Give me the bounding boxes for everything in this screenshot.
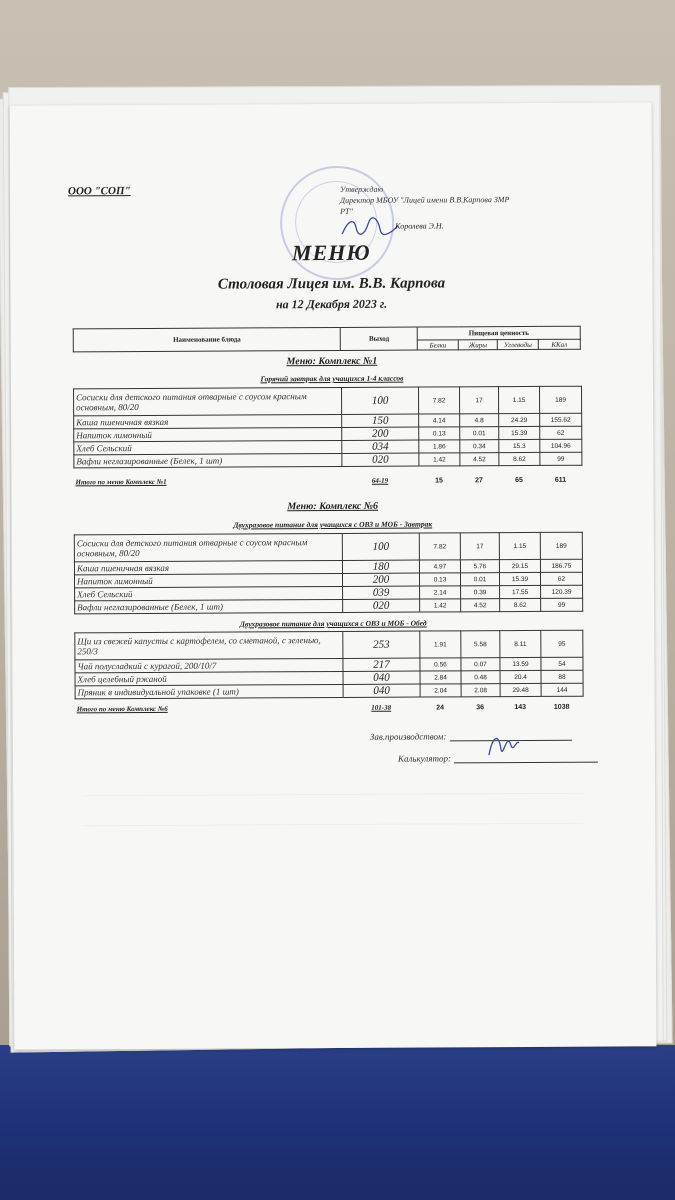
dish-fat: 17 — [460, 387, 499, 414]
dish-fat: 4.52 — [461, 599, 500, 612]
table-row — [74, 452, 582, 468]
dish-protein: 0.56 — [420, 658, 461, 671]
dish-kcal: 62 — [540, 426, 582, 439]
dish-name: Напиток лимонный — [74, 427, 342, 441]
total-weight: 101-38 — [371, 703, 392, 712]
dish-kcal: 104.96 — [540, 439, 582, 452]
complex-6-breakfast-table — [74, 532, 583, 615]
dish-fat: 4.8 — [460, 414, 499, 427]
bleed-through — [83, 793, 583, 797]
dish-name: Хлеб Сельский — [75, 586, 343, 600]
complex-6-breakfast-title: Двухразовое питание для учащихся с ОВЗ и МОБ - Завтрак — [233, 519, 433, 530]
dish-carbs: 15.39 — [499, 426, 540, 439]
total-fat: 36 — [476, 703, 485, 711]
dish-kcal: 144 — [541, 683, 583, 696]
header-weight: Выход — [341, 327, 418, 350]
dish-name: Хлеб целебный ржаной — [75, 671, 343, 685]
dish-weight: 200 — [342, 573, 419, 586]
header-name: Наименование блюда — [73, 327, 340, 351]
dish-name: Каша пшеничная вязкая — [74, 414, 342, 428]
dish-kcal: 186.75 — [540, 559, 582, 572]
dish-name: Хлеб Сельский — [74, 440, 342, 454]
total-kcal: 1038 — [553, 703, 570, 711]
signer-name: Королева Э.Н. — [395, 221, 444, 231]
header-protein: Белки — [417, 340, 458, 350]
page-title: МЕНЮ — [291, 239, 371, 266]
dish-carbs: 29.15 — [499, 559, 540, 572]
dish-weight: 039 — [343, 586, 420, 599]
dish-weight: 040 — [343, 671, 420, 684]
dish-weight: 180 — [342, 560, 419, 573]
complex-6-title: Меню: Комплекс №6 — [287, 500, 378, 513]
dish-name: Сосиски для детского питания отварные с соусом красным основным, 80/20 — [74, 387, 342, 415]
dish-carbs: 1.15 — [499, 386, 540, 413]
complex-1-table — [73, 386, 582, 469]
approval-line: Директор МБОУ "Лицей имени В.В.Карпова ЗМР — [340, 195, 510, 205]
table-row — [74, 532, 582, 562]
dish-weight: 200 — [342, 427, 419, 440]
calculator-label: Калькулятор: — [397, 753, 452, 764]
approval-block — [340, 183, 590, 217]
menu-date: на 12 Декабря 2023 г. — [275, 296, 388, 312]
total-label: Итого по меню Комплекс №6 — [76, 704, 168, 714]
dish-carbs: 15.39 — [499, 572, 540, 585]
dish-weight: 100 — [342, 387, 419, 414]
total-weight: 64-19 — [371, 476, 389, 485]
complex-1-total — [73, 476, 581, 487]
dish-fat: 2.08 — [461, 684, 500, 697]
complex-6-total — [75, 703, 583, 714]
dish-kcal: 155.62 — [540, 413, 582, 426]
complex-6-lunch-title: Двухразовое питание для учащихся с ОВЗ и МОБ - Обед — [239, 618, 427, 629]
dish-protein: 7.82 — [419, 533, 460, 560]
dish-name: Пряник в индивидуальной упаковке (1 шт) — [75, 684, 343, 698]
total-carbs: 143 — [514, 703, 527, 711]
dish-name: Щи из свежей капусты с картофелем, со сметаной, с зеленью, 250/3 — [75, 631, 343, 659]
production-manager-label: Зав.производством: — [369, 731, 447, 742]
director-signature — [340, 216, 400, 238]
complex-1-title: Меню: Комплекс №1 — [286, 355, 378, 368]
dish-carbs: 15.3 — [499, 439, 540, 452]
total-label: Итого по меню Комплекс №1 — [75, 477, 167, 487]
dish-carbs: 29.48 — [500, 683, 541, 696]
dish-protein: 7.82 — [419, 387, 460, 414]
dish-kcal: 54 — [541, 657, 583, 670]
dish-weight: 150 — [342, 414, 419, 427]
dish-name: Вафли неглазированные (Белек, 1 шт) — [74, 453, 342, 467]
dish-weight: 217 — [343, 658, 420, 671]
total-protein: 15 — [435, 476, 443, 484]
production-manager-line — [370, 731, 572, 742]
dish-carbs: 8.11 — [500, 630, 541, 657]
dish-carbs: 8.62 — [500, 598, 541, 611]
dish-weight: 020 — [342, 453, 419, 466]
dish-carbs: 1.15 — [499, 532, 540, 559]
dish-fat: 0.01 — [460, 573, 499, 586]
dish-kcal: 189 — [540, 532, 582, 559]
total-kcal: 611 — [554, 476, 567, 484]
dish-weight: 100 — [342, 533, 419, 560]
dish-fat: 0.39 — [461, 586, 500, 599]
dish-protein: 4.14 — [419, 414, 460, 427]
dish-fat: 5.76 — [460, 560, 499, 573]
canteen-name: Столовая Лицея им. В.В. Карпова — [217, 275, 446, 293]
dish-protein: 1.91 — [420, 631, 461, 658]
dish-kcal: 95 — [541, 630, 583, 657]
dish-protein: 2.04 — [420, 684, 461, 697]
dish-fat: 0.01 — [460, 427, 499, 440]
complex-6-lunch-table — [74, 630, 583, 700]
total-carbs: 65 — [515, 476, 523, 484]
dish-name: Вафли неглазированные (Белек, 1 шт) — [75, 599, 343, 613]
dish-fat: 0.48 — [461, 671, 500, 684]
dish-fat: 17 — [460, 533, 499, 560]
footer-signature — [483, 725, 523, 765]
dish-fat: 5.58 — [461, 631, 500, 658]
header-fat: Жиры — [458, 340, 497, 350]
total-protein: 24 — [436, 703, 445, 711]
table-row — [74, 386, 582, 416]
dish-protein: 1.86 — [419, 440, 460, 453]
total-fat: 27 — [475, 476, 483, 484]
dish-fat: 0.07 — [461, 658, 500, 671]
approval-line: РТ" — [340, 206, 353, 216]
menu-sheet — [10, 102, 657, 1049]
approval-line: Утверждаю — [339, 184, 384, 194]
dish-weight: 020 — [343, 599, 420, 612]
dish-protein: 0.13 — [419, 427, 460, 440]
table-row — [75, 683, 583, 699]
dish-name: Напиток лимонный — [74, 573, 342, 587]
dish-protein: 2.84 — [420, 671, 461, 684]
blue-cloth — [0, 1045, 675, 1200]
dish-fat: 4.52 — [460, 453, 499, 466]
dish-carbs: 17.55 — [500, 585, 541, 598]
dish-weight: 040 — [343, 684, 420, 697]
dish-kcal: 99 — [541, 598, 583, 611]
dish-carbs: 13.59 — [500, 657, 541, 670]
dish-carbs: 20.4 — [500, 670, 541, 683]
header-carbs: Углеводы — [497, 339, 538, 349]
dish-fat: 0.34 — [460, 440, 499, 453]
dish-kcal: 99 — [540, 452, 582, 465]
dish-kcal: 88 — [541, 670, 583, 683]
dish-kcal: 62 — [540, 572, 582, 585]
dish-kcal: 120.39 — [541, 585, 583, 598]
dish-protein: 1.42 — [420, 599, 461, 612]
dish-weight: 253 — [343, 631, 420, 658]
dish-name: Сосиски для детского питания отварные с соусом красным основным, 80/20 — [74, 533, 342, 561]
dish-name: Каша пшеничная вязкая — [74, 560, 342, 574]
dish-protein: 1.42 — [419, 453, 460, 466]
dish-carbs: 24.29 — [499, 413, 540, 426]
dish-protein: 0.13 — [419, 573, 460, 586]
dish-protein: 4.97 — [419, 560, 460, 573]
dish-name: Чай полусладкий с курагой, 200/10/7 — [75, 658, 343, 672]
dish-weight: 034 — [342, 440, 419, 453]
table-row — [75, 630, 583, 660]
column-header-table — [73, 326, 581, 353]
complex-1-subtitle: Горячий завтрак для учащихся 1-4 классов — [260, 373, 404, 384]
header-kcal: ККал — [538, 339, 580, 349]
organization-name: ООО "СОП" — [67, 185, 131, 198]
dish-kcal: 189 — [540, 386, 582, 413]
bleed-through — [83, 823, 583, 827]
dish-protein: 2.14 — [420, 586, 461, 599]
table-row — [75, 598, 583, 614]
header-nutrition: Пищевая ценность — [417, 326, 580, 340]
dish-carbs: 8.62 — [499, 452, 540, 465]
